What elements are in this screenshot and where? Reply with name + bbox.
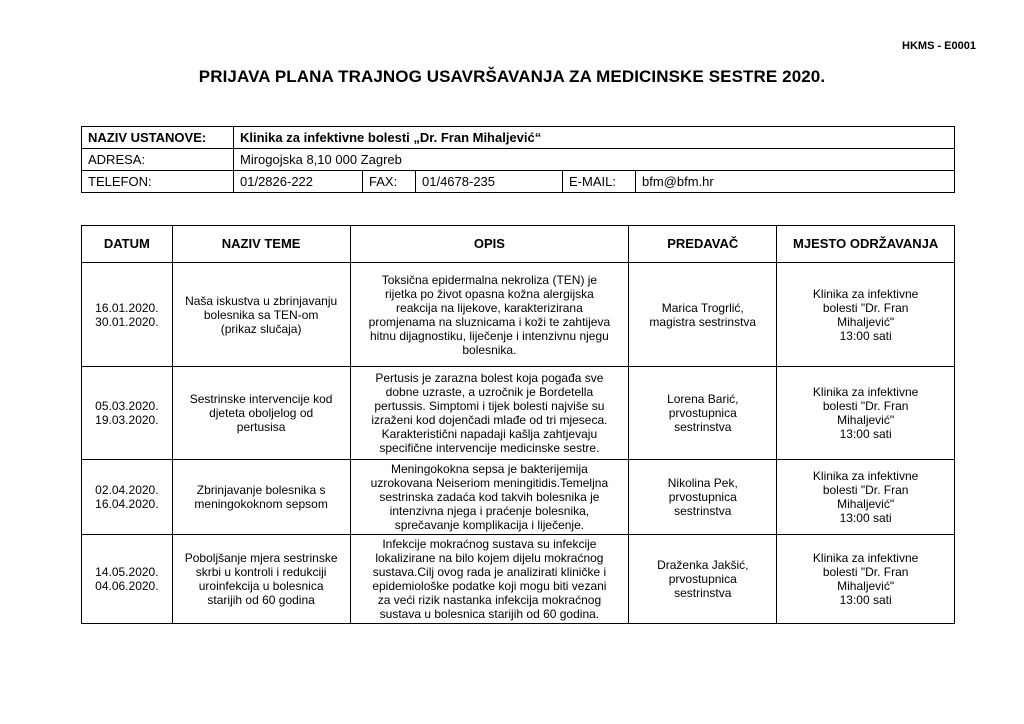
- location-line: Klinika za infektivne: [812, 551, 919, 565]
- lecturer-line: prvostupnica: [668, 406, 737, 420]
- info-row-naziv: [82, 127, 955, 149]
- location-time: 13:00 sati: [839, 328, 892, 343]
- table-row: [82, 263, 955, 367]
- lecturer-cell: [629, 460, 777, 535]
- header-datum: DATUM: [82, 226, 173, 263]
- topic-cell: [172, 460, 350, 535]
- location-time: 13:00 sati: [839, 427, 892, 441]
- institution-info-table: [81, 126, 955, 193]
- description-line: promjenama na sluznicama i koži te zahtijeva: [368, 314, 611, 329]
- info-row-contact: [82, 171, 955, 193]
- description-line: za veći rizik nastanka infekcija mokraćnog: [377, 593, 602, 607]
- location-line: bolesti "Dr. Fran: [822, 565, 909, 579]
- fax-value: 01/4678-235: [416, 171, 563, 193]
- topic-line: Naša iskustva u zbrinjavanju: [185, 293, 338, 308]
- table-row: [82, 367, 955, 460]
- description-cell: [350, 460, 629, 535]
- date-end: 16.04.2020.: [95, 497, 159, 511]
- description-line: sustava u bolesnica starijih od 60 godina.: [379, 607, 600, 621]
- description-line: specifične intervencije medicinske sestre.: [379, 441, 600, 455]
- lecturer-line: sestrinstva: [674, 504, 732, 518]
- location-line: Klinika za infektivne: [812, 469, 919, 483]
- description-line: sprečavanje komplikacija i liječenje.: [394, 518, 585, 532]
- description-line: lokalizirane na bilo kojem dijelu mokraćnog: [375, 551, 604, 565]
- lecturer-cell: [629, 535, 777, 624]
- date-cell: [82, 367, 173, 460]
- topic-line: starijih od 60 godina: [207, 593, 315, 607]
- description-line: rijetka po život opasna kožna alergijska: [385, 286, 594, 301]
- description-line: pertussis. Simptomi i tijek bolesti najviše su: [374, 399, 605, 413]
- date-end: 30.01.2020.: [95, 314, 159, 329]
- description-line: Toksična epidermalna nekroliza (TEN) je: [381, 272, 598, 287]
- naziv-label: NAZIV USTANOVE:: [82, 127, 234, 149]
- header-predavac: PREDAVAČ: [629, 226, 777, 263]
- lecturer-line: sestrinstva: [674, 420, 732, 434]
- description-line: sustava.Cilj ovog rada je analizirati kliničke i: [372, 565, 607, 579]
- adresa-label: ADRESA:: [82, 149, 234, 171]
- description-line: bolesnika.: [462, 342, 517, 357]
- description-line: reakcija na lijekove, karakterizirana: [396, 300, 583, 315]
- page-title: PRIJAVA PLANA TRAJNOG USAVRŠAVANJA ZA MEDICINSKE SESTRE 2020.: [198, 67, 826, 86]
- location-line: bolesti "Dr. Fran: [822, 483, 909, 497]
- location-line: Mihaljević": [837, 579, 895, 593]
- lecturer-line: prvostupnica: [668, 490, 737, 504]
- topic-cell: [172, 263, 350, 367]
- description-line: hitnu dijagnostiku, liječenje i intenzivnu njegu: [369, 328, 609, 343]
- table-row: [82, 535, 955, 624]
- lecturer-line: prvostupnica: [668, 572, 737, 586]
- location-cell: [777, 263, 955, 367]
- location-line: Mihaljević": [837, 497, 895, 511]
- header-naziv-teme: NAZIV TEME: [172, 226, 350, 263]
- description-cell: [350, 263, 629, 367]
- topic-line: Poboljšanje mjera sestrinske: [184, 551, 338, 565]
- location-time: 13:00 sati: [839, 593, 892, 607]
- lecturer-line: sestrinstva: [674, 586, 732, 600]
- date-start: 14.05.2020.: [95, 565, 159, 579]
- topic-line: skrbi u kontroli i redukciji: [195, 565, 327, 579]
- header-opis: OPIS: [350, 226, 629, 263]
- lecturer-line: Marica Trogrlić,: [661, 300, 744, 315]
- topic-line: (prikaz slučaja): [220, 321, 302, 336]
- date-start: 05.03.2020.: [95, 399, 159, 413]
- topic-line: Sestrinske intervencije kod: [189, 392, 333, 406]
- lecturer-cell: [629, 263, 777, 367]
- lecturer-line: Nikolina Pek,: [667, 476, 738, 490]
- description-line: sestrinska zadaća kod takvih bolesnika je: [379, 490, 600, 504]
- topic-line: djeteta oboljelog od: [209, 406, 314, 420]
- date-end: 19.03.2020.: [95, 413, 159, 427]
- date-start: 16.01.2020.: [95, 300, 159, 315]
- document-code: HKMS - E0001: [902, 40, 976, 52]
- date-cell: [82, 263, 173, 367]
- topic-line: pertusisa: [236, 420, 286, 434]
- date-cell: [82, 460, 173, 535]
- adresa-value: Mirogojska 8,10 000 Zagreb: [234, 149, 955, 171]
- location-line: Mihaljević": [837, 413, 895, 427]
- location-line: Klinika za infektivne: [812, 286, 919, 301]
- header-mjesto: MJESTO ODRŽAVANJA: [777, 226, 955, 263]
- description-line: Infekcije mokraćnog sustava su infekcije: [382, 537, 597, 551]
- info-row-adresa: [82, 149, 955, 171]
- date-end: 04.06.2020.: [95, 579, 159, 593]
- location-cell: [777, 367, 955, 460]
- lecturer-line: Lorena Barić,: [667, 392, 739, 406]
- table-row: [82, 460, 955, 535]
- description-line: uzrokovana Neiseriom meningitidis.Temeljna: [370, 476, 609, 490]
- topic-line: bolesnika sa TEN-om: [203, 307, 319, 322]
- location-time: 13:00 sati: [839, 511, 892, 525]
- telefon-label: TELEFON:: [82, 171, 234, 193]
- lecturer-line: Draženka Jakšić,: [657, 558, 749, 572]
- location-cell: [777, 535, 955, 624]
- description-line: Meningokokna sepsa je bakterijemija: [391, 462, 588, 476]
- topic-line: meningokoknom sepsom: [194, 497, 328, 511]
- lecturer-cell: [629, 367, 777, 460]
- date-start: 02.04.2020.: [95, 483, 159, 497]
- description-cell: [350, 367, 629, 460]
- education-plan-table: [81, 225, 955, 624]
- description-line: epidemiološke podatke koji mogu biti vezani: [372, 579, 607, 593]
- location-cell: [777, 460, 955, 535]
- lecturer-line: magistra sestrinstva: [649, 314, 757, 329]
- location-line: bolesti "Dr. Fran: [822, 300, 909, 315]
- location-line: bolesti "Dr. Fran: [822, 399, 909, 413]
- location-line: Klinika za infektivne: [812, 385, 919, 399]
- email-label: E-MAIL:: [563, 171, 636, 193]
- location-line: Mihaljević": [837, 314, 895, 329]
- topic-cell: [172, 367, 350, 460]
- description-line: dobne uzraste, a uzročnik je Bordetella: [385, 385, 594, 399]
- description-line: Pertusis je zarazna bolest koja pogađa sve: [375, 371, 604, 385]
- telefon-value: 01/2826-222: [234, 171, 363, 193]
- email-value: bfm@bfm.hr: [636, 171, 955, 193]
- topic-line: uroinfekcija u bolesnica: [198, 579, 324, 593]
- table-header-row: [82, 226, 955, 263]
- naziv-value: Klinika za infektivne bolesti „Dr. Fran Mihaljević“: [234, 127, 955, 149]
- date-cell: [82, 535, 173, 624]
- description-cell: [350, 535, 629, 624]
- topic-line: Zbrinjavanje bolesnika s: [196, 483, 326, 497]
- topic-cell: [172, 535, 350, 624]
- description-line: izraženi kod dojenčadi mlađe od tri mjeseca.: [371, 413, 608, 427]
- description-line: intenzivna njega i praćenje bolesnika,: [389, 504, 590, 518]
- description-line: Karakteristični napadaji kašlja zahtjevaju: [381, 427, 598, 441]
- fax-label: FAX:: [363, 171, 416, 193]
